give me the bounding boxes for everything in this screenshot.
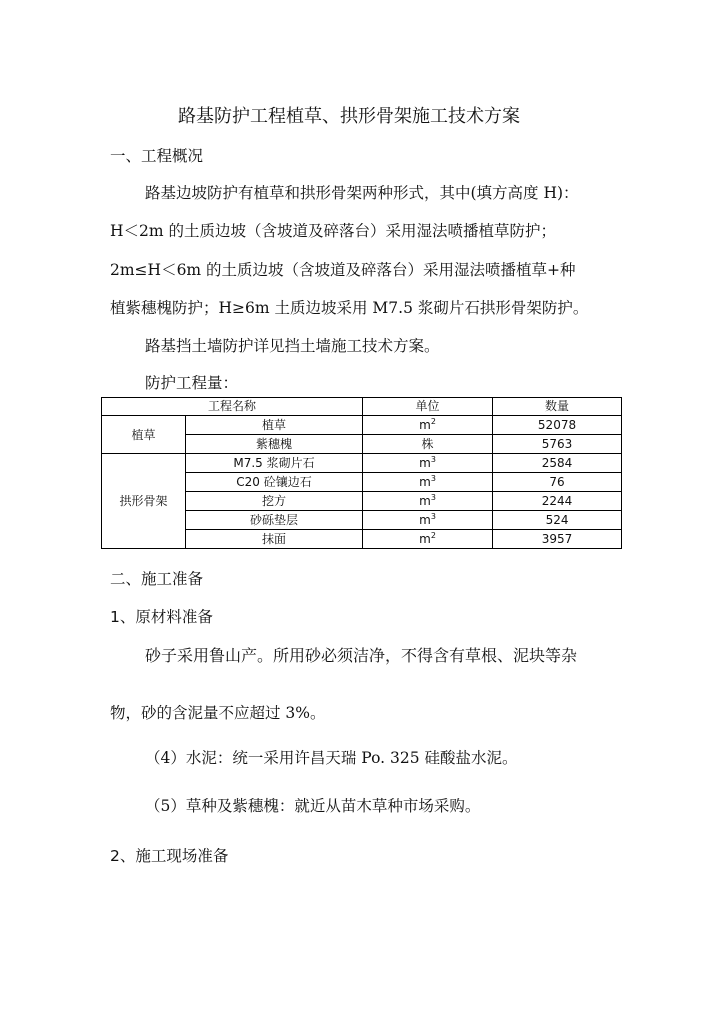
item-qty: 2584 (493, 454, 622, 473)
paragraph-line: （4）水泥：统一采用许昌天瑞 Po. 325 硅酸盐水泥。 (145, 749, 518, 767)
table-row (102, 454, 622, 473)
item-qty: 5763 (493, 435, 622, 454)
paragraph-line: 2m≤H＜6m 的土质边坡（含坡道及碎落台）采用湿法喷播植草+种 (110, 261, 576, 279)
group-name: 拱形骨架 (102, 454, 186, 549)
subheading-site: 2、施工现场准备 (110, 847, 229, 865)
table-header-row (102, 398, 622, 416)
paragraph-line: 路基边坡防护有植草和拱形骨架两种形式，其中(填方高度 H)： (145, 184, 579, 202)
group-name: 植草 (102, 416, 186, 454)
item-unit: $m^3$ (363, 454, 493, 473)
header-qty: 数量 (493, 398, 622, 416)
item-qty: 524 (493, 511, 622, 530)
item-qty: 76 (493, 473, 622, 492)
item-unit: $m^3$ (363, 492, 493, 511)
subheading-materials: 1、原材料准备 (110, 608, 213, 626)
item-name: 挖方 (186, 492, 363, 511)
quantity-table (101, 397, 622, 549)
item-name: 植草 (186, 416, 363, 435)
item-unit: $m^3$ (363, 473, 493, 492)
retaining-wall-note: 路基挡土墙防护详见挡土墙施工技术方案。 (145, 337, 440, 355)
document-title: 路基防护工程植草、拱形骨架施工技术方案 (178, 106, 520, 127)
item-qty: 2244 (493, 492, 622, 511)
item-name: M7.5 浆砌片石 (186, 454, 363, 473)
paragraph-line: 植紫穗槐防护；H≥6m 土质边坡采用 M7.5 浆砌片石拱形骨架防护。 (110, 299, 589, 317)
item-unit: $m^2$ (363, 530, 493, 549)
item-name: C20 砼镶边石 (186, 473, 363, 492)
item-unit: $m^3$ (363, 511, 493, 530)
item-name: 砂砾垫层 (186, 511, 363, 530)
paragraph-line: （5）草种及紫穗槐：就近从苗木草种市场采购。 (145, 797, 481, 815)
item-unit: 株 (363, 435, 493, 454)
paragraph-line: 砂子采用鲁山产。所用砂必须洁净，不得含有草根、泥块等杂 (145, 646, 578, 665)
item-name: 紫穗槐 (186, 435, 363, 454)
item-name: 抹面 (186, 530, 363, 549)
section-heading-preparation: 二、施工准备 (110, 570, 204, 588)
item-qty: 3957 (493, 530, 622, 549)
item-qty: 52078 (493, 416, 622, 435)
paragraph-line: 物，砂的含泥量不应超过 3%。 (110, 704, 326, 722)
quantity-label: 防护工程量： (145, 374, 239, 392)
item-unit: $m^2$ (363, 416, 493, 435)
header-name: 工程名称 (102, 398, 363, 416)
paragraph-line: H＜2m 的土质边坡（含坡道及碎落台）采用湿法喷播植草防护； (110, 222, 557, 240)
table-row (102, 416, 622, 435)
header-unit: 单位 (363, 398, 493, 416)
section-heading-overview: 一、工程概况 (110, 147, 204, 165)
